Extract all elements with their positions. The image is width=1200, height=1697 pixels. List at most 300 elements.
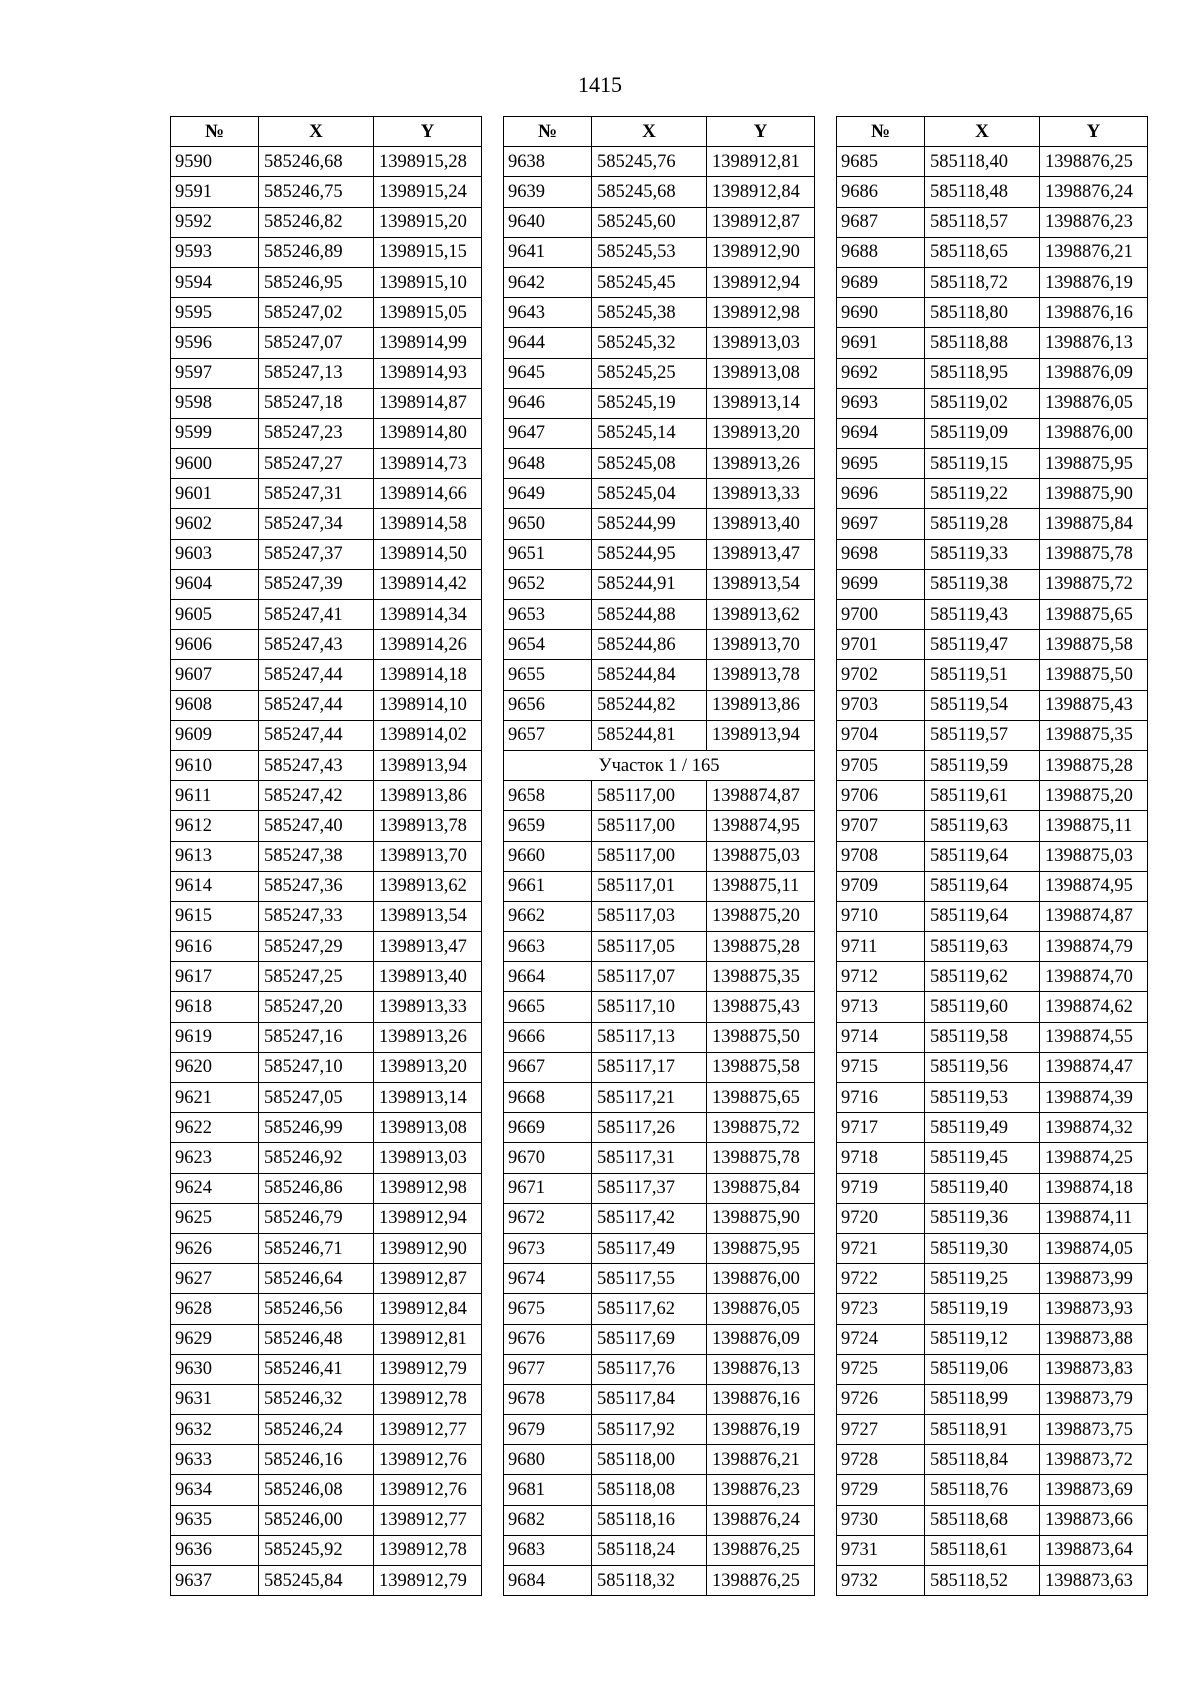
table-row — [837, 962, 1148, 992]
table-row — [171, 449, 482, 479]
x-coordinate-cell: 585244,88 — [592, 600, 707, 630]
section-caption-row — [504, 750, 815, 780]
y-coordinate-cell: 1398912,81 — [374, 1324, 482, 1354]
x-coordinate-cell: 585119,56 — [925, 1052, 1040, 1082]
table-row — [171, 901, 482, 931]
point-number-cell: 9634 — [171, 1475, 259, 1505]
table-row — [837, 630, 1148, 660]
y-coordinate-cell: 1398876,21 — [707, 1445, 815, 1475]
point-number-cell: 9661 — [504, 871, 592, 901]
table-row — [837, 1566, 1148, 1596]
y-coordinate-cell: 1398874,39 — [1040, 1083, 1148, 1113]
x-coordinate-cell: 585119,57 — [925, 720, 1040, 750]
y-coordinate-cell: 1398913,86 — [374, 781, 482, 811]
table-row — [171, 1445, 482, 1475]
table-row — [504, 1022, 815, 1052]
x-coordinate-cell: 585246,00 — [259, 1505, 374, 1535]
table-row — [837, 1324, 1148, 1354]
y-coordinate-cell: 1398914,26 — [374, 630, 482, 660]
y-coordinate-cell: 1398875,65 — [1040, 600, 1148, 630]
y-coordinate-cell: 1398876,00 — [1040, 418, 1148, 448]
table-row — [504, 660, 815, 690]
table-row — [837, 177, 1148, 207]
y-coordinate-cell: 1398874,95 — [1040, 871, 1148, 901]
point-number-cell: 9732 — [837, 1566, 925, 1596]
table-row — [504, 992, 815, 1022]
table-row — [837, 1233, 1148, 1263]
point-number-cell: 9696 — [837, 479, 925, 509]
y-coordinate-cell: 1398874,70 — [1040, 962, 1148, 992]
x-coordinate-cell: 585247,31 — [259, 479, 374, 509]
table-row — [171, 1143, 482, 1173]
y-coordinate-cell: 1398915,20 — [374, 207, 482, 237]
y-coordinate-cell: 1398912,76 — [374, 1445, 482, 1475]
point-number-cell: 9700 — [837, 600, 925, 630]
y-coordinate-cell: 1398875,20 — [1040, 781, 1148, 811]
table-row — [171, 781, 482, 811]
point-number-cell: 9716 — [837, 1083, 925, 1113]
point-number-cell: 9644 — [504, 328, 592, 358]
y-coordinate-cell: 1398913,54 — [374, 901, 482, 931]
point-number-cell: 9727 — [837, 1415, 925, 1445]
table-row — [171, 1203, 482, 1233]
table-row — [504, 539, 815, 569]
y-coordinate-cell: 1398914,50 — [374, 539, 482, 569]
y-coordinate-cell: 1398876,24 — [1040, 177, 1148, 207]
y-coordinate-cell: 1398913,14 — [707, 388, 815, 418]
point-number-cell: 9720 — [837, 1203, 925, 1233]
y-coordinate-cell: 1398913,86 — [707, 690, 815, 720]
table-row — [837, 690, 1148, 720]
table-row — [171, 1566, 482, 1596]
x-coordinate-cell: 585246,79 — [259, 1203, 374, 1233]
x-coordinate-cell: 585118,57 — [925, 207, 1040, 237]
x-coordinate-cell: 585117,42 — [592, 1203, 707, 1233]
x-coordinate-cell: 585117,03 — [592, 901, 707, 931]
table-row — [837, 449, 1148, 479]
point-number-cell: 9731 — [837, 1535, 925, 1565]
x-coordinate-cell: 585245,38 — [592, 298, 707, 328]
x-coordinate-cell: 585247,44 — [259, 660, 374, 690]
point-number-cell: 9709 — [837, 871, 925, 901]
point-number-cell: 9610 — [171, 750, 259, 780]
point-number-cell: 9692 — [837, 358, 925, 388]
x-coordinate-cell: 585247,44 — [259, 690, 374, 720]
y-coordinate-cell: 1398914,42 — [374, 569, 482, 599]
x-coordinate-cell: 585245,92 — [259, 1535, 374, 1565]
point-number-cell: 9635 — [171, 1505, 259, 1535]
table-row — [837, 1475, 1148, 1505]
table-row — [171, 1415, 482, 1445]
y-coordinate-cell: 1398874,87 — [1040, 901, 1148, 931]
x-coordinate-cell: 585246,64 — [259, 1264, 374, 1294]
point-number-cell: 9659 — [504, 811, 592, 841]
y-coordinate-cell: 1398912,77 — [374, 1415, 482, 1445]
x-coordinate-cell: 585119,33 — [925, 539, 1040, 569]
table-row — [171, 1264, 482, 1294]
y-coordinate-cell: 1398914,80 — [374, 418, 482, 448]
x-coordinate-cell: 585245,68 — [592, 177, 707, 207]
point-number-cell: 9617 — [171, 962, 259, 992]
x-coordinate-cell: 585118,16 — [592, 1505, 707, 1535]
x-coordinate-cell: 585244,95 — [592, 539, 707, 569]
point-number-cell: 9691 — [837, 328, 925, 358]
point-number-cell: 9606 — [171, 630, 259, 660]
y-coordinate-cell: 1398873,72 — [1040, 1445, 1148, 1475]
y-coordinate-cell: 1398912,90 — [707, 237, 815, 267]
x-coordinate-cell: 585118,76 — [925, 1475, 1040, 1505]
x-coordinate-cell: 585119,43 — [925, 600, 1040, 630]
x-coordinate-cell: 585119,59 — [925, 750, 1040, 780]
table-row — [837, 1354, 1148, 1384]
table-row — [504, 1113, 815, 1143]
x-coordinate-cell: 585119,02 — [925, 388, 1040, 418]
x-coordinate-cell: 585247,42 — [259, 781, 374, 811]
point-number-cell: 9682 — [504, 1505, 592, 1535]
table-row — [837, 720, 1148, 750]
y-coordinate-cell: 1398913,62 — [374, 871, 482, 901]
y-coordinate-cell: 1398875,95 — [1040, 449, 1148, 479]
coordinates-table-1 — [170, 116, 482, 1596]
y-coordinate-cell: 1398915,28 — [374, 147, 482, 177]
table-row — [171, 358, 482, 388]
x-coordinate-cell: 585247,25 — [259, 962, 374, 992]
point-number-cell: 9668 — [504, 1083, 592, 1113]
table-row — [171, 1354, 482, 1384]
y-coordinate-cell: 1398912,77 — [374, 1505, 482, 1535]
header-number: № — [504, 117, 592, 147]
y-coordinate-cell: 1398875,28 — [1040, 750, 1148, 780]
y-coordinate-cell: 1398912,87 — [374, 1264, 482, 1294]
table-row — [837, 509, 1148, 539]
table-row — [837, 1022, 1148, 1052]
point-number-cell: 9710 — [837, 901, 925, 931]
x-coordinate-cell: 585247,16 — [259, 1022, 374, 1052]
table-row — [171, 1022, 482, 1052]
point-number-cell: 9613 — [171, 841, 259, 871]
point-number-cell: 9684 — [504, 1566, 592, 1596]
x-coordinate-cell: 585246,75 — [259, 177, 374, 207]
y-coordinate-cell: 1398912,87 — [707, 207, 815, 237]
x-coordinate-cell: 585118,99 — [925, 1384, 1040, 1414]
point-number-cell: 9706 — [837, 781, 925, 811]
point-number-cell: 9601 — [171, 479, 259, 509]
y-coordinate-cell: 1398913,14 — [374, 1083, 482, 1113]
point-number-cell: 9722 — [837, 1264, 925, 1294]
header-y: Y — [374, 117, 482, 147]
table-row — [171, 841, 482, 871]
y-coordinate-cell: 1398914,58 — [374, 509, 482, 539]
x-coordinate-cell: 585118,84 — [925, 1445, 1040, 1475]
point-number-cell: 9697 — [837, 509, 925, 539]
y-coordinate-cell: 1398873,75 — [1040, 1415, 1148, 1445]
table-row — [504, 811, 815, 841]
point-number-cell: 9640 — [504, 207, 592, 237]
table-row — [504, 962, 815, 992]
point-number-cell: 9687 — [837, 207, 925, 237]
y-coordinate-cell: 1398914,10 — [374, 690, 482, 720]
y-coordinate-cell: 1398876,16 — [1040, 298, 1148, 328]
x-coordinate-cell: 585247,43 — [259, 630, 374, 660]
point-number-cell: 9645 — [504, 358, 592, 388]
x-coordinate-cell: 585247,05 — [259, 1083, 374, 1113]
y-coordinate-cell: 1398874,32 — [1040, 1113, 1148, 1143]
x-coordinate-cell: 585118,00 — [592, 1445, 707, 1475]
point-number-cell: 9670 — [504, 1143, 592, 1173]
y-coordinate-cell: 1398876,21 — [1040, 237, 1148, 267]
x-coordinate-cell: 585117,31 — [592, 1143, 707, 1173]
y-coordinate-cell: 1398876,13 — [707, 1354, 815, 1384]
x-coordinate-cell: 585247,34 — [259, 509, 374, 539]
table-row — [837, 1384, 1148, 1414]
point-number-cell: 9593 — [171, 237, 259, 267]
y-coordinate-cell: 1398875,35 — [707, 962, 815, 992]
x-coordinate-cell: 585119,09 — [925, 418, 1040, 448]
y-coordinate-cell: 1398912,78 — [374, 1384, 482, 1414]
table-row — [504, 1233, 815, 1263]
point-number-cell: 9631 — [171, 1384, 259, 1414]
y-coordinate-cell: 1398875,65 — [707, 1083, 815, 1113]
y-coordinate-cell: 1398915,15 — [374, 237, 482, 267]
table-row — [504, 600, 815, 630]
table-row — [837, 267, 1148, 297]
table-row — [171, 298, 482, 328]
table-row — [171, 569, 482, 599]
header-x: X — [592, 117, 707, 147]
x-coordinate-cell: 585244,82 — [592, 690, 707, 720]
x-coordinate-cell: 585247,07 — [259, 328, 374, 358]
table-row — [837, 1415, 1148, 1445]
y-coordinate-cell: 1398873,83 — [1040, 1354, 1148, 1384]
point-number-cell: 9638 — [504, 147, 592, 177]
x-coordinate-cell: 585247,20 — [259, 992, 374, 1022]
point-number-cell: 9627 — [171, 1264, 259, 1294]
y-coordinate-cell: 1398913,26 — [374, 1022, 482, 1052]
x-coordinate-cell: 585119,63 — [925, 932, 1040, 962]
y-coordinate-cell: 1398873,79 — [1040, 1384, 1148, 1414]
x-coordinate-cell: 585246,56 — [259, 1294, 374, 1324]
point-number-cell: 9648 — [504, 449, 592, 479]
table-row — [504, 237, 815, 267]
point-number-cell: 9619 — [171, 1022, 259, 1052]
x-coordinate-cell: 585246,86 — [259, 1173, 374, 1203]
table-row — [171, 1505, 482, 1535]
point-number-cell: 9649 — [504, 479, 592, 509]
table-row — [171, 1052, 482, 1082]
x-coordinate-cell: 585117,92 — [592, 1415, 707, 1445]
point-number-cell: 9652 — [504, 569, 592, 599]
y-coordinate-cell: 1398875,11 — [1040, 811, 1148, 841]
x-coordinate-cell: 585118,68 — [925, 1505, 1040, 1535]
point-number-cell: 9618 — [171, 992, 259, 1022]
point-number-cell: 9711 — [837, 932, 925, 962]
y-coordinate-cell: 1398873,93 — [1040, 1294, 1148, 1324]
point-number-cell: 9609 — [171, 720, 259, 750]
y-coordinate-cell: 1398875,90 — [707, 1203, 815, 1233]
table-row — [504, 479, 815, 509]
y-coordinate-cell: 1398875,72 — [707, 1113, 815, 1143]
x-coordinate-cell: 585245,53 — [592, 237, 707, 267]
point-number-cell: 9643 — [504, 298, 592, 328]
table-row — [504, 690, 815, 720]
y-coordinate-cell: 1398875,03 — [1040, 841, 1148, 871]
table-row — [171, 720, 482, 750]
table-row — [504, 901, 815, 931]
y-coordinate-cell: 1398873,64 — [1040, 1535, 1148, 1565]
y-coordinate-cell: 1398875,58 — [1040, 630, 1148, 660]
y-coordinate-cell: 1398915,24 — [374, 177, 482, 207]
point-number-cell: 9616 — [171, 932, 259, 962]
point-number-cell: 9662 — [504, 901, 592, 931]
x-coordinate-cell: 585119,49 — [925, 1113, 1040, 1143]
x-coordinate-cell: 585246,82 — [259, 207, 374, 237]
point-number-cell: 9688 — [837, 237, 925, 267]
table-row — [837, 237, 1148, 267]
y-coordinate-cell: 1398875,84 — [1040, 509, 1148, 539]
y-coordinate-cell: 1398913,47 — [374, 932, 482, 962]
table-row — [171, 932, 482, 962]
y-coordinate-cell: 1398914,99 — [374, 328, 482, 358]
y-coordinate-cell: 1398914,18 — [374, 660, 482, 690]
x-coordinate-cell: 585119,38 — [925, 569, 1040, 599]
x-coordinate-cell: 585247,23 — [259, 418, 374, 448]
point-number-cell: 9653 — [504, 600, 592, 630]
y-coordinate-cell: 1398875,03 — [707, 841, 815, 871]
point-number-cell: 9602 — [171, 509, 259, 539]
y-coordinate-cell: 1398913,54 — [707, 569, 815, 599]
point-number-cell: 9673 — [504, 1233, 592, 1263]
table-row — [504, 932, 815, 962]
point-number-cell: 9690 — [837, 298, 925, 328]
table-row — [171, 479, 482, 509]
table-row — [504, 1324, 815, 1354]
x-coordinate-cell: 585119,40 — [925, 1173, 1040, 1203]
y-coordinate-cell: 1398912,84 — [707, 177, 815, 207]
y-coordinate-cell: 1398913,08 — [707, 358, 815, 388]
y-coordinate-cell: 1398875,58 — [707, 1052, 815, 1082]
table-row — [837, 1505, 1148, 1535]
x-coordinate-cell: 585246,24 — [259, 1415, 374, 1445]
y-coordinate-cell: 1398876,25 — [707, 1566, 815, 1596]
x-coordinate-cell: 585117,17 — [592, 1052, 707, 1082]
y-coordinate-cell: 1398874,18 — [1040, 1173, 1148, 1203]
x-coordinate-cell: 585118,48 — [925, 177, 1040, 207]
y-coordinate-cell: 1398874,87 — [707, 781, 815, 811]
point-number-cell: 9654 — [504, 630, 592, 660]
coordinates-table-3 — [836, 116, 1148, 1596]
x-coordinate-cell: 585117,49 — [592, 1233, 707, 1263]
table-row — [171, 630, 482, 660]
y-coordinate-cell: 1398912,90 — [374, 1233, 482, 1263]
point-number-cell: 9689 — [837, 267, 925, 297]
x-coordinate-cell: 585119,63 — [925, 811, 1040, 841]
y-coordinate-cell: 1398875,50 — [1040, 660, 1148, 690]
y-coordinate-cell: 1398874,11 — [1040, 1203, 1148, 1233]
table-row — [504, 388, 815, 418]
point-number-cell: 9596 — [171, 328, 259, 358]
point-number-cell: 9715 — [837, 1052, 925, 1082]
point-number-cell: 9658 — [504, 781, 592, 811]
y-coordinate-cell: 1398913,62 — [707, 600, 815, 630]
table-row — [504, 871, 815, 901]
y-coordinate-cell: 1398914,93 — [374, 358, 482, 388]
table-row — [171, 1173, 482, 1203]
y-coordinate-cell: 1398912,76 — [374, 1475, 482, 1505]
page-number: 1415 — [578, 72, 622, 97]
point-number-cell: 9639 — [504, 177, 592, 207]
y-coordinate-cell: 1398913,40 — [707, 509, 815, 539]
y-coordinate-cell: 1398913,94 — [374, 750, 482, 780]
table-row — [171, 1083, 482, 1113]
y-coordinate-cell: 1398876,13 — [1040, 328, 1148, 358]
point-number-cell: 9725 — [837, 1354, 925, 1384]
x-coordinate-cell: 585246,95 — [259, 267, 374, 297]
table-row — [171, 267, 482, 297]
y-coordinate-cell: 1398913,40 — [374, 962, 482, 992]
table-row — [171, 177, 482, 207]
table-row — [171, 1294, 482, 1324]
y-coordinate-cell: 1398913,33 — [374, 992, 482, 1022]
table-row — [171, 962, 482, 992]
point-number-cell: 9721 — [837, 1233, 925, 1263]
table-row — [504, 1535, 815, 1565]
x-coordinate-cell: 585118,72 — [925, 267, 1040, 297]
y-coordinate-cell: 1398873,63 — [1040, 1566, 1148, 1596]
point-number-cell: 9702 — [837, 660, 925, 690]
point-number-cell: 9657 — [504, 720, 592, 750]
point-number-cell: 9713 — [837, 992, 925, 1022]
table-row — [504, 1445, 815, 1475]
point-number-cell: 9623 — [171, 1143, 259, 1173]
table-row — [837, 147, 1148, 177]
table-row — [837, 901, 1148, 931]
table-row — [837, 539, 1148, 569]
y-coordinate-cell: 1398914,73 — [374, 449, 482, 479]
table-row — [504, 1475, 815, 1505]
x-coordinate-cell: 585247,40 — [259, 811, 374, 841]
point-number-cell: 9621 — [171, 1083, 259, 1113]
y-coordinate-cell: 1398875,43 — [1040, 690, 1148, 720]
y-coordinate-cell: 1398874,25 — [1040, 1143, 1148, 1173]
table-row — [504, 358, 815, 388]
x-coordinate-cell: 585246,68 — [259, 147, 374, 177]
point-number-cell: 9724 — [837, 1324, 925, 1354]
point-number-cell: 9591 — [171, 177, 259, 207]
table-row — [171, 328, 482, 358]
y-coordinate-cell: 1398913,03 — [374, 1143, 482, 1173]
x-coordinate-cell: 585247,02 — [259, 298, 374, 328]
x-coordinate-cell: 585117,76 — [592, 1354, 707, 1384]
table-row — [837, 660, 1148, 690]
x-coordinate-cell: 585245,32 — [592, 328, 707, 358]
table-header-row — [171, 117, 482, 147]
y-coordinate-cell: 1398876,09 — [707, 1324, 815, 1354]
table-row — [837, 1294, 1148, 1324]
y-coordinate-cell: 1398913,20 — [374, 1052, 482, 1082]
x-coordinate-cell: 585118,40 — [925, 147, 1040, 177]
point-number-cell: 9629 — [171, 1324, 259, 1354]
point-number-cell: 9651 — [504, 539, 592, 569]
point-number-cell: 9712 — [837, 962, 925, 992]
x-coordinate-cell: 585117,84 — [592, 1384, 707, 1414]
table-row — [837, 1535, 1148, 1565]
y-coordinate-cell: 1398876,19 — [1040, 267, 1148, 297]
point-number-cell: 9599 — [171, 418, 259, 448]
table-row — [504, 1354, 815, 1384]
y-coordinate-cell: 1398914,66 — [374, 479, 482, 509]
point-number-cell: 9664 — [504, 962, 592, 992]
point-number-cell: 9694 — [837, 418, 925, 448]
